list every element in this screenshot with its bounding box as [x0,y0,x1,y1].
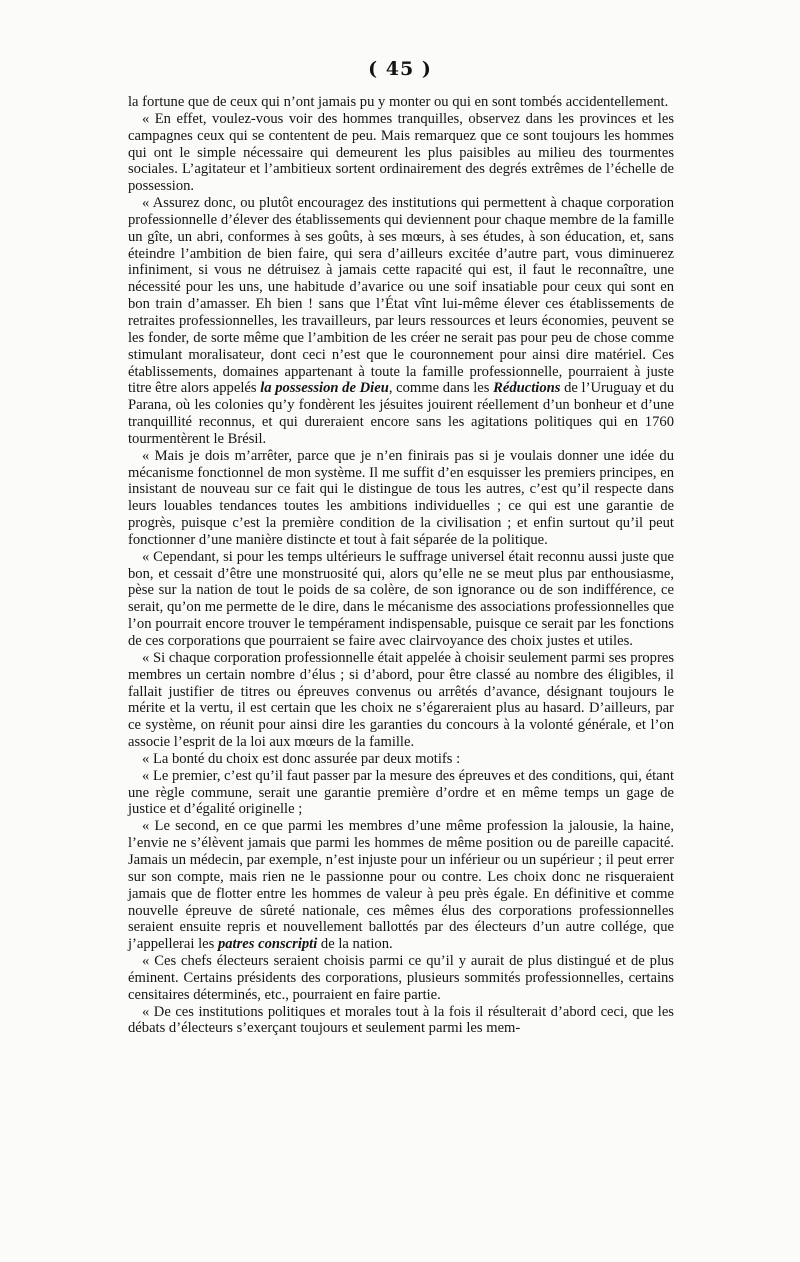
paragraph-text: de l’Uruguay et du Parana, où les colonies qu’y fondèrent les jésuites jouirent réellement d’un bonheur et d’une tranquillité reconnus, et qui dureraient encore sans les agitations politiques qui en 1760 tourmentèrent le Brésil. [128,380,675,447]
page-number: ( 45 ) [368,58,432,80]
paragraph: « Le premier, c’est qu’il faut passer par la mesure des épreuves et des conditions, qui, étant une règle commune, serait une garantie première d’ordre et en même temps un gage de justice et d’égalité originelle ; [128,767,674,818]
italic-phrase: Réductions [493,380,561,397]
paragraph: « De ces institutions politiques et morales tout à la fois il résulterait d’abord ceci, que les débats d’électeurs s’exerçant toujours et seulement parmi les mem- [128,1003,674,1037]
paragraph: la fortune que de ceux qui n’ont jamais pu y monter ou qui en sont tombés accidentellement. [128,94,669,110]
paragraph: « La bonté du choix est donc assurée par deux motifs : [142,750,461,767]
paragraph-text: de la nation. [317,936,393,953]
paragraph: « En effet, voulez-vous voir des hommes tranquilles, observez dans les provinces et les campagnes ceux qui se contentent de peu. Mais remarquez que ce sont toujours les hommes qui ont le simple nécessaire qui demeurent les plus paisibles au milieu des tourmentes sociales. L’agitateur et l’ambitieux sortent ordinairement des degrés extrêmes de l’échelle de possession. [128,110,674,195]
paragraph-text: « Le second, en ce que parmi les membres d’une même profession la jalousie, la haine, l’envie ne s’élèvent jamais que parmi les hommes de même position ou de pareille capacité. Jamais un médecin, par exemple, n’est injuste pour un inférieur ou un supérieur ; il peut errer sur son compte, mais rien ne le passionne pour ou contre. Les choix donc ne risqueraient jamais que de flotter entre les hommes de valeur à peu près égale. En définitive et comme nouvelle épreuve de sûreté nationale, ces mêmes élus des corporations professionnelles seraient ensuite repris et nouvellement ballottés par des électeurs d’un autre collége, que j’appellerai les [128,818,674,953]
paragraph-text: « Assurez donc, ou plutôt encouragez des institutions qui permettent à chaque corporation professionnelle d’élever des établissements qui deviennent pour chaque membre de la famille un gîte, un abri, conformes à ses goûts, à ses mœurs, à ses études, à son éducation, et, sans éteindre l’ambition de bien faire, qui sera d’ailleurs excitée d’autre part, vous diminuerez infiniment, si vous ne détruisez à jamais cette rapacité qui est, il faut le reconnaître, une nécessité pour les uns, une habitude d’avarice ou une soif insatiable pour ceux qui sont en bon train d’amasser. Eh bien ! sans que l’État vînt lui-même élever ces établissements de retraites professionnelles, les travailleurs, par leurs ressources et leurs économies, peuvent se les fonder, de sorte même que l’ambition de les créer ne serait pas pour peu de chose comme stimulant moralisateur, dont ceci n’est que le couronnement pour ainsi dire matériel. Ces établissements, domaines appartenant à toute la famille professionnelle, pourraient à juste titre être alors appelés [128,195,674,397]
paragraph: « Si chaque corporation professionnelle était appelée à choisir seulement parmi ses propres membres un certain nombre d’élus ; si d’abord, pour être classé au nombre des éligibles, il fallait justifier de titres ou épreuves convenus ou arrêtés d’avance, désignant toujours le mérite et la vertu, il est certain que les choix ne s’égareraient plus au hasard. D’ailleurs, par ce système, on réunit pour ainsi dire les garanties du concours à la volonté générale, et l’on associe l’esprit de la loi aux mœurs de la famille. [128,649,674,751]
paragraph: « Mais je dois m’arrêter, parce que je n’en finirais pas si je voulais donner une idée du mécanisme fonctionnel de mon système. Il me suffit d’en esquisser les premiers principes, en insistant de nouveau sur ce fait qui le distingue de tous les autres, c’est qu’il respecte dans leurs louables tendances toutes les ambitions individuelles ; ce qui est une garantie de progrès, puisque c’est la première condition de la civilisation ; et enfin surtout qu’il peut fonctionner d’une manière distincte et tout à fait séparée de la politique. [128,447,674,548]
italic-phrase: patres conscripti [217,936,318,953]
paragraph: « Ces chefs électeurs seraient choisis parmi ce qu’il y aurait de plus distingué et de plus éminent. Certains présidents des corporations, plusieurs sommités professionnelles, certains censitaires déterminés, etc., pourraient en faire partie. [128,953,674,1003]
paragraph [128,818,674,953]
paragraph-text: , comme dans les [388,380,494,397]
body-text [128,94,674,1037]
paragraph [128,195,674,448]
italic-phrase: la possession de Dieu [260,380,389,397]
paragraph: « Cependant, si pour les temps ultérieurs le suffrage universel était reconnu aussi juste que bon, et cessait d’être une monstruosité qui, alors qu’elle ne se meut plus par enthousiasme, pèse sur la nation de tout le poids de sa colère, de son ignorance ou de son indifférence, ce serait, qu’on me permette de le dire, dans le mécanisme des associations professionnelles que l’on pourrait encore trouver le tempérament indispensable, puisque ce serait par les fonctions de ces corporations que pourraient se faire avec clairvoyance des choix justes et utiles. [128,548,674,649]
